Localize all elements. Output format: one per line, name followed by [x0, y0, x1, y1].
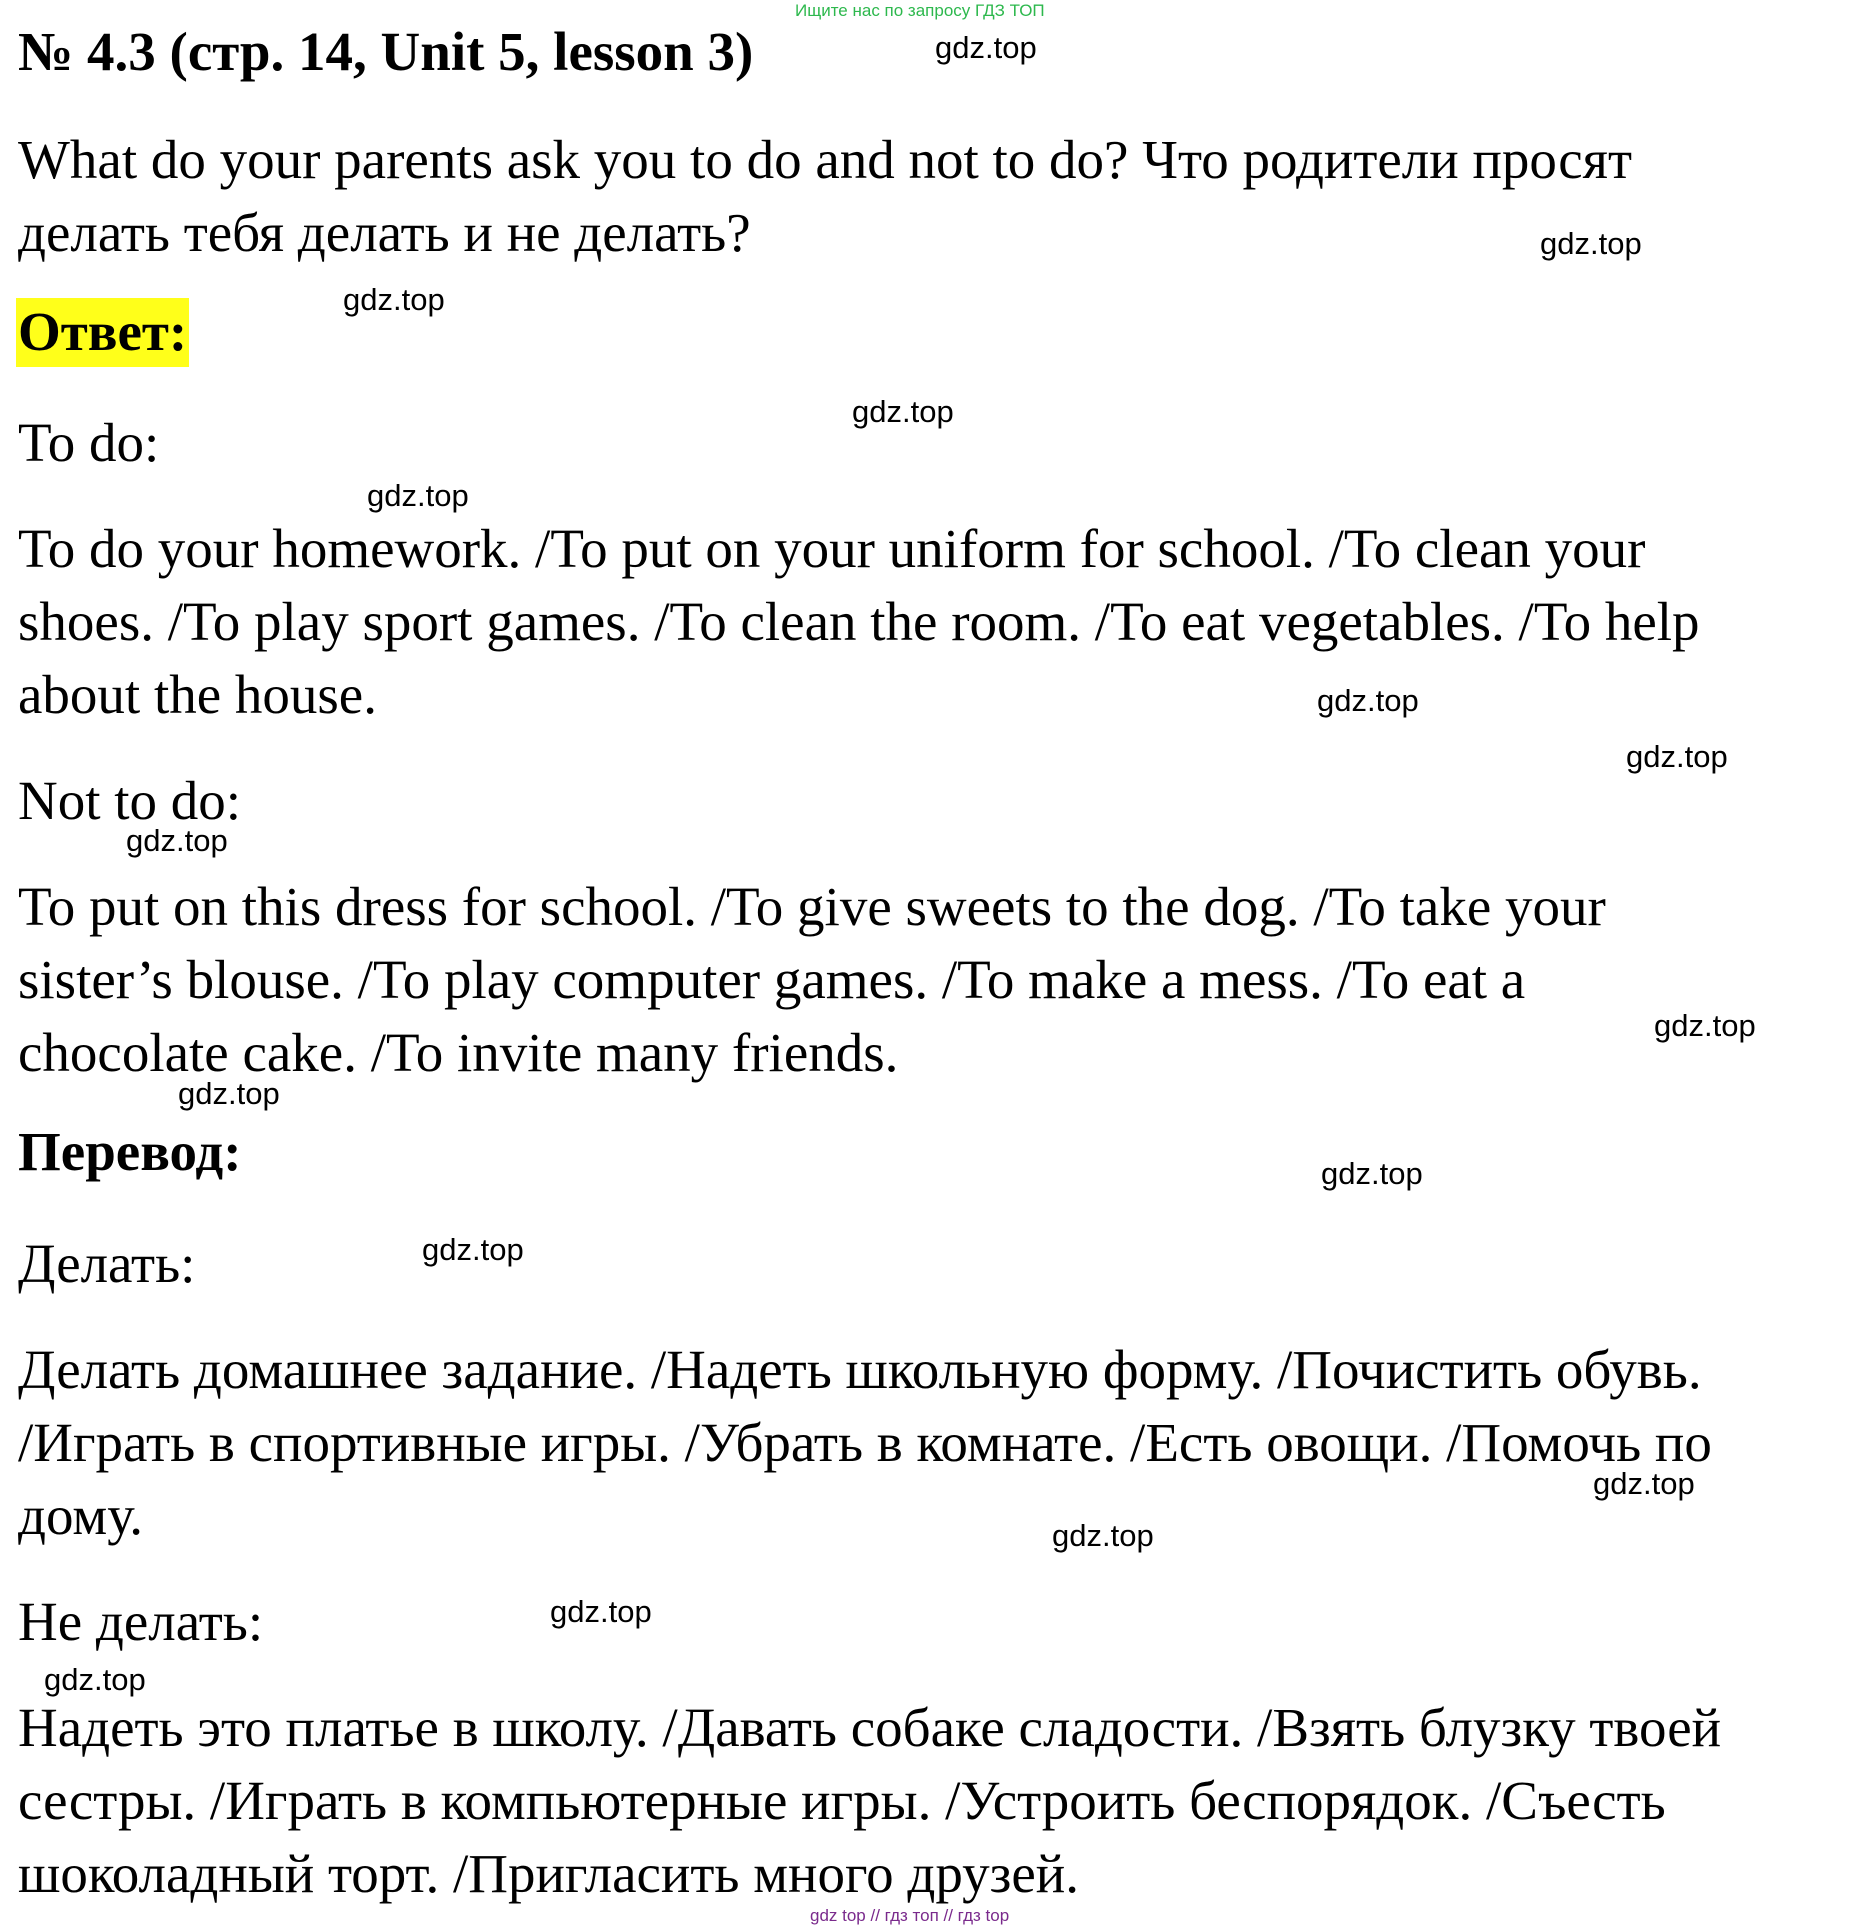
do-ru-line-2: /Играть в спортивные игры. /Убрать в комнате. /Есть овощи. /Помочь по: [18, 1412, 1712, 1473]
watermark: gdz.top: [1540, 226, 1642, 261]
watermark: gdz.top: [343, 282, 445, 317]
watermark: gdz.top: [1052, 1518, 1154, 1553]
not-to-do-line-3: chocolate cake. /To invite many friends.: [18, 1022, 899, 1083]
watermark: gdz.top: [178, 1076, 280, 1111]
not-do-ru-line-3: шоколадный торт. /Пригласить много друзей.: [18, 1843, 1079, 1904]
page-title: № 4.3 (стр. 14, Unit 5, lesson 3): [18, 21, 754, 82]
watermark: gdz.top: [1626, 739, 1728, 774]
not-do-ru-label: Не делать:: [18, 1591, 264, 1652]
top-search-note: Ищите нас по запросу ГДЗ ТОП: [795, 1, 1045, 20]
question-line-1: What do your parents ask you to do and not to do? Что родители просят: [18, 129, 1632, 190]
watermark: gdz.top: [1654, 1008, 1756, 1043]
watermark: gdz.top: [126, 823, 228, 858]
do-ru-line-3: дому.: [18, 1485, 143, 1546]
answer-label: Ответ:: [16, 298, 189, 367]
not-do-ru-line-2: сестры. /Играть в компьютерные игры. /Устроить беспорядок. /Съесть: [18, 1770, 1666, 1831]
to-do-line-1: To do your homework. /To put on your uniform for school. /To clean your: [18, 518, 1646, 579]
to-do-line-2: shoes. /To play sport games. /To clean the room. /To eat vegetables. /To help: [18, 591, 1700, 652]
to-do-label: To do:: [18, 412, 160, 473]
not-to-do-line-2: sister’s blouse. /To play computer games. /To make a mess. /To eat a: [18, 949, 1526, 1010]
watermark: gdz.top: [367, 478, 469, 513]
watermark: gdz.top: [422, 1232, 524, 1267]
watermark: gdz.top: [935, 30, 1037, 65]
not-to-do-label: Not to do:: [18, 770, 242, 831]
to-do-line-3: about the house.: [18, 664, 377, 725]
do-ru-label: Делать:: [18, 1233, 196, 1294]
watermark: gdz.top: [550, 1594, 652, 1629]
watermark: gdz.top: [852, 394, 954, 429]
translation-label: Перевод:: [18, 1121, 242, 1182]
watermark: gdz.top: [1321, 1156, 1423, 1191]
not-do-ru-line-1: Надеть это платье в школу. /Давать собаке сладости. /Взять блузку твоей: [18, 1697, 1722, 1758]
not-to-do-line-1: To put on this dress for school. /To give sweets to the dog. /To take your: [18, 876, 1606, 937]
watermark: gdz.top: [1593, 1466, 1695, 1501]
watermark: gdz.top: [1317, 683, 1419, 718]
question-line-2: делать тебя делать и не делать?: [18, 202, 751, 263]
watermark: gdz.top: [44, 1662, 146, 1697]
do-ru-line-1: Делать домашнее задание. /Надеть школьную форму. /Почистить обувь.: [18, 1339, 1702, 1400]
bottom-note: gdz top // гдз топ // гдз top: [810, 1906, 1010, 1925]
